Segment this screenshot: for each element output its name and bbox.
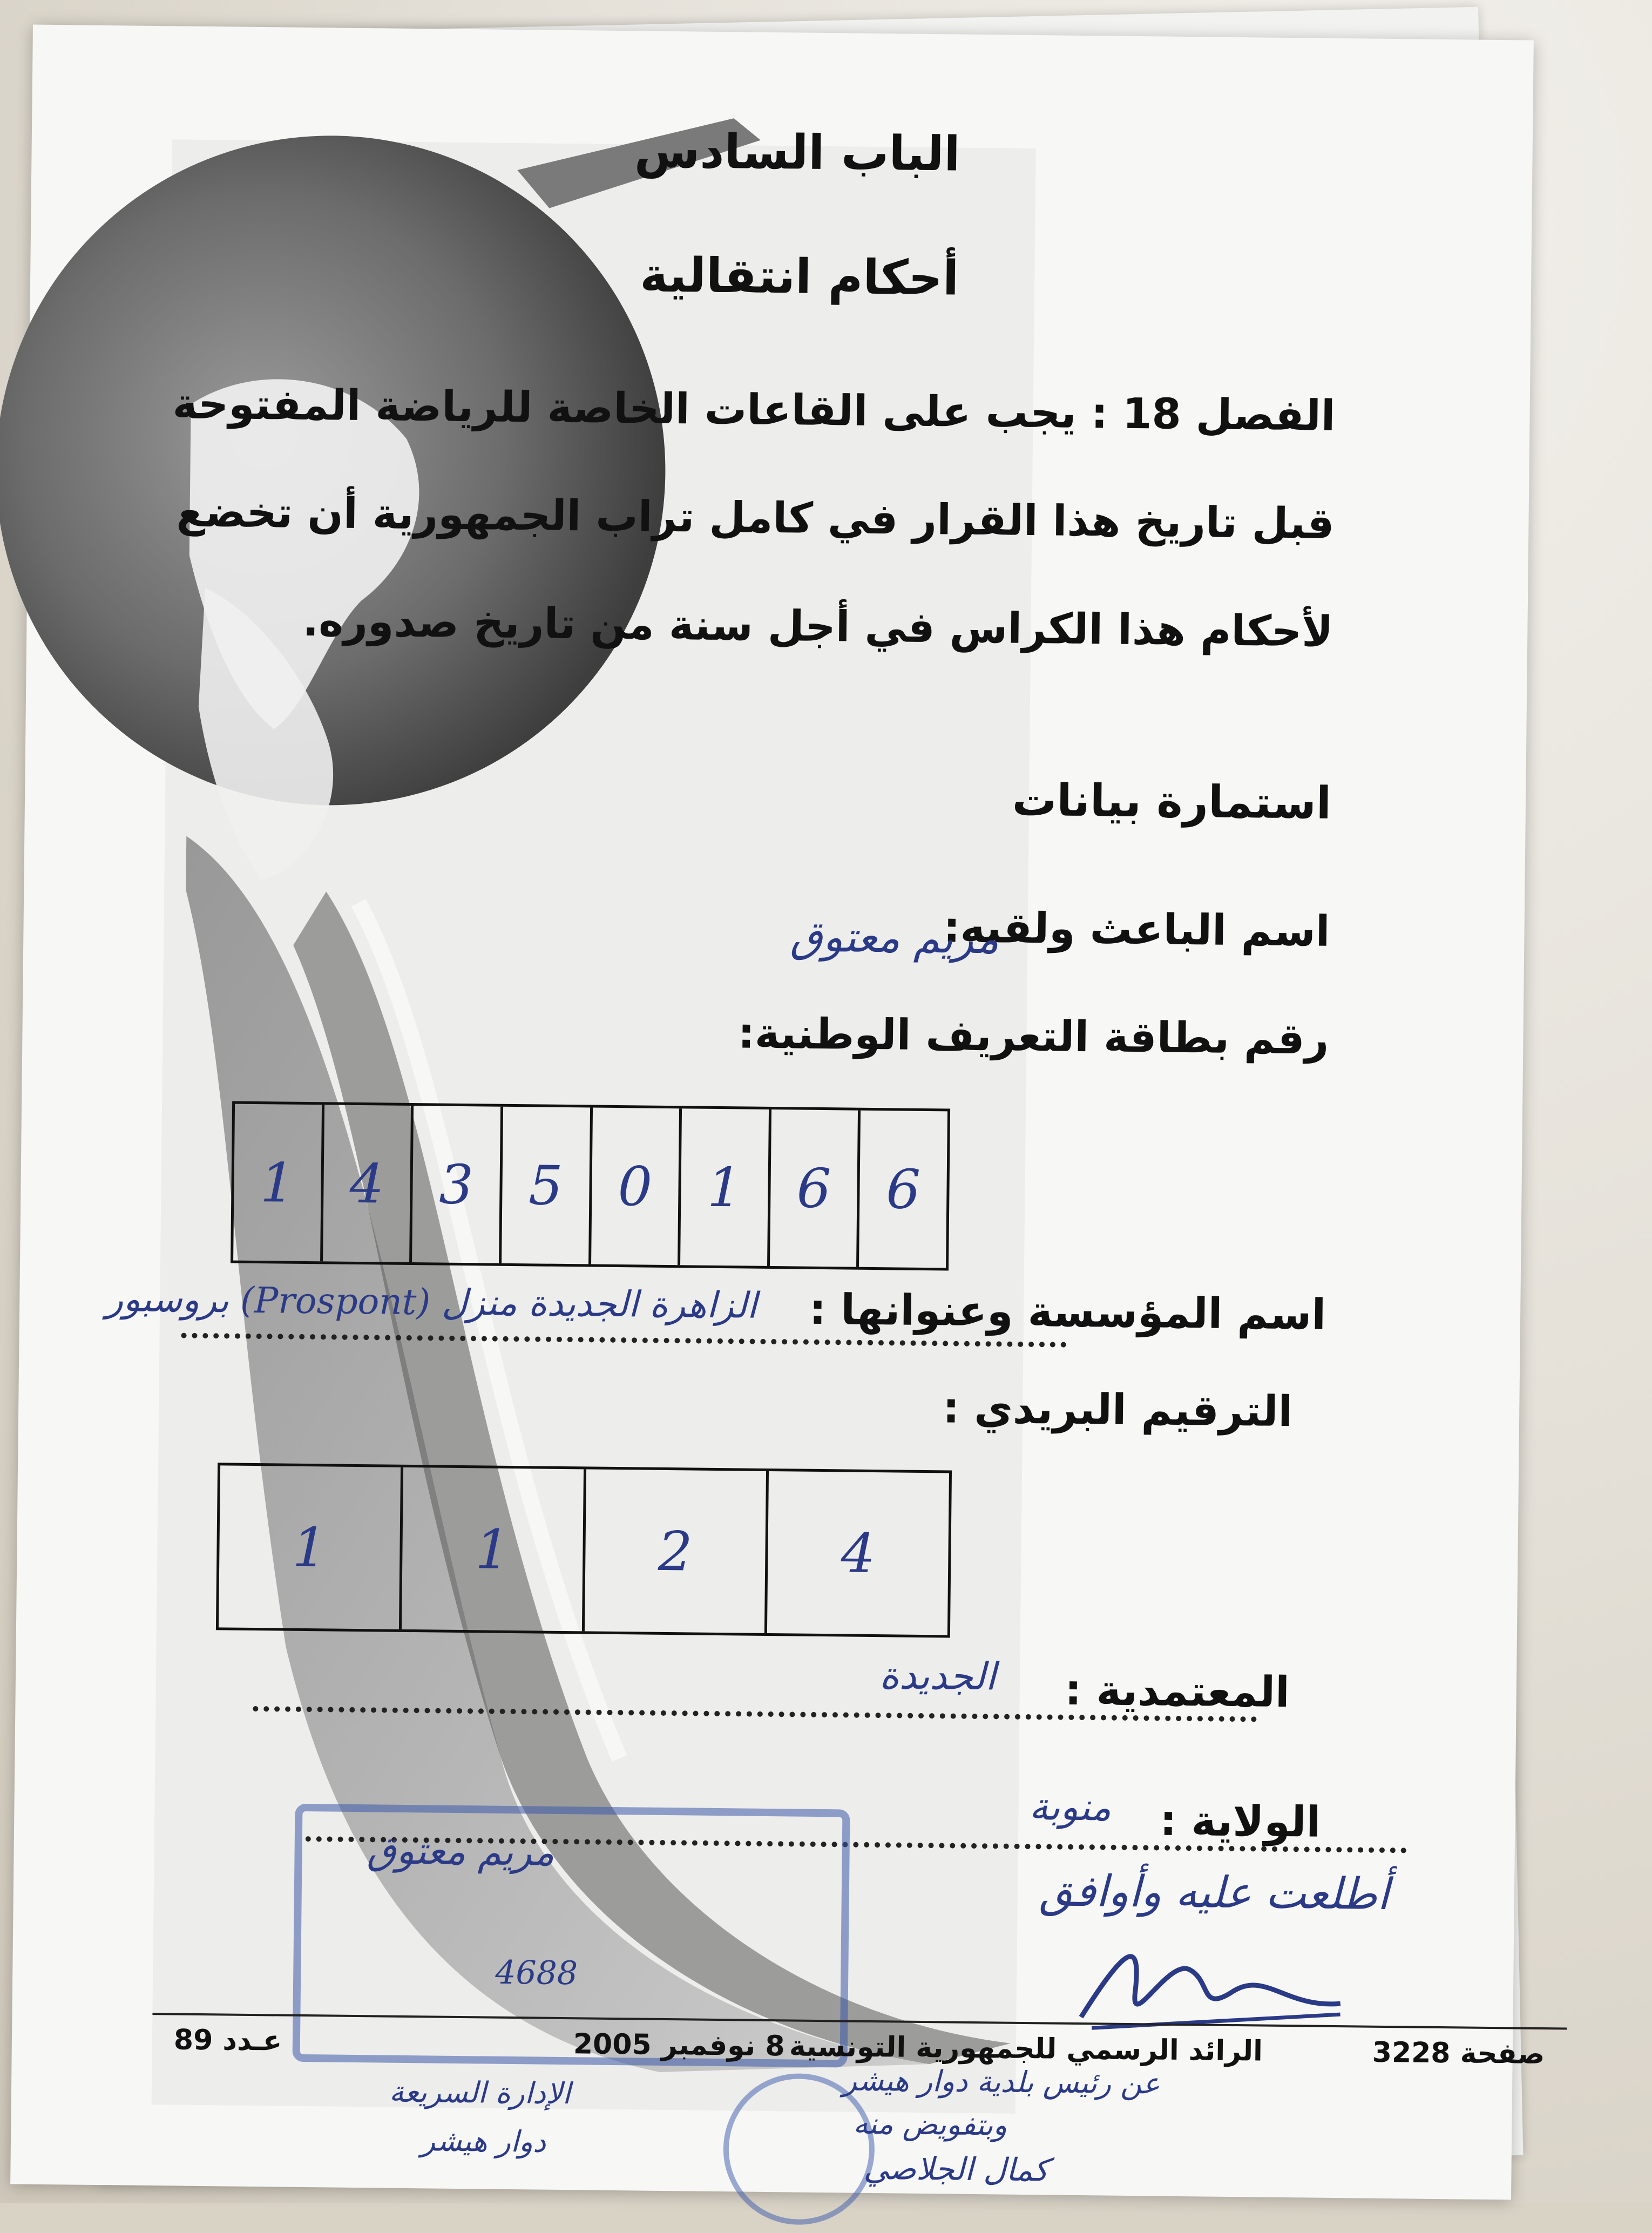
id-digit-box: 4: [320, 1105, 411, 1262]
id-digit-box: 6: [856, 1111, 947, 1268]
signatory-name: كمال الجلاصي: [863, 2149, 1049, 2189]
signature-line-2: وبتفويض منه: [853, 2106, 1007, 2142]
postal-digit-box: 1: [292, 1515, 327, 1579]
footer-page: صفحة 3228: [1372, 2036, 1545, 2071]
name-label: اسم الباعث ولقبه:: [943, 903, 1331, 956]
governorate-value: منوبة: [1029, 1784, 1112, 1830]
institution-value: بروسبور (Prospont) الزاهرة الجديدة منزل: [105, 1278, 757, 1327]
institution-label: اسم المؤسسة وعنوانها :: [809, 1285, 1326, 1339]
chapter-heading: الباب السادس: [634, 123, 961, 182]
id-number-boxes: [231, 1101, 950, 1271]
footer-date: 8 نوفمبر 2005: [573, 2028, 785, 2063]
form-title: استمارة بيانات: [1012, 774, 1332, 829]
postal-digit-box: 2: [581, 1469, 766, 1633]
postal-digit-box: 1: [399, 1467, 584, 1632]
id-digit-box: 3: [409, 1106, 500, 1263]
id-digit-box: 1: [260, 1151, 295, 1215]
id-digit-box: 6: [767, 1109, 858, 1267]
document-page: [10, 25, 1545, 2200]
name-value: مريم معتوق: [789, 912, 999, 964]
article-18-text: الفصل 18 : يجب على القاعات الخاصة للرياضة المفتوحة قبل تاريخ هذا القرار في كامل تراب الجمهورية أن تخضع لأحكام هذا الكراس في أجل سنة من تاريخ صدوره.: [172, 380, 1336, 657]
postal-code-label: الترقيم البريدي :: [942, 1384, 1293, 1437]
stamp-admin-text: الإدارة السريعة: [389, 2074, 571, 2111]
delegation-label: المعتمدية :: [1064, 1666, 1290, 1717]
postal-digit-box: 4: [764, 1471, 949, 1635]
delegation-value: الجديدة: [879, 1653, 997, 1699]
governorate-label: الولاية :: [1159, 1796, 1321, 1847]
stamp-name: مريم معتوق: [367, 1828, 555, 1875]
footer-issue: عـدد 89: [173, 2024, 282, 2058]
id-label: رقم بطاقة التعريف الوطنية:: [737, 1009, 1329, 1064]
signature-mark: [1059, 1925, 1363, 2047]
official-stamp: [293, 1804, 850, 2068]
id-digit-box: 5: [499, 1107, 590, 1264]
approval-note: أطلعت عليه وأوافق: [1039, 1865, 1390, 1920]
chapter-subtitle: أحكام انتقالية: [639, 247, 959, 306]
stamp-number: 4688: [495, 1953, 578, 1993]
signature-line-1: عن رئيس بلدية دوار هيشر: [842, 2063, 1160, 2101]
id-digit-box: 1: [678, 1108, 769, 1266]
postal-code-boxes: [216, 1463, 952, 1637]
stamp-place: دوار هيشر: [421, 2123, 546, 2159]
footer-publication: الرائد الرسمي للجمهورية التونسية: [789, 2030, 1263, 2068]
id-digit-box: 0: [588, 1107, 680, 1265]
